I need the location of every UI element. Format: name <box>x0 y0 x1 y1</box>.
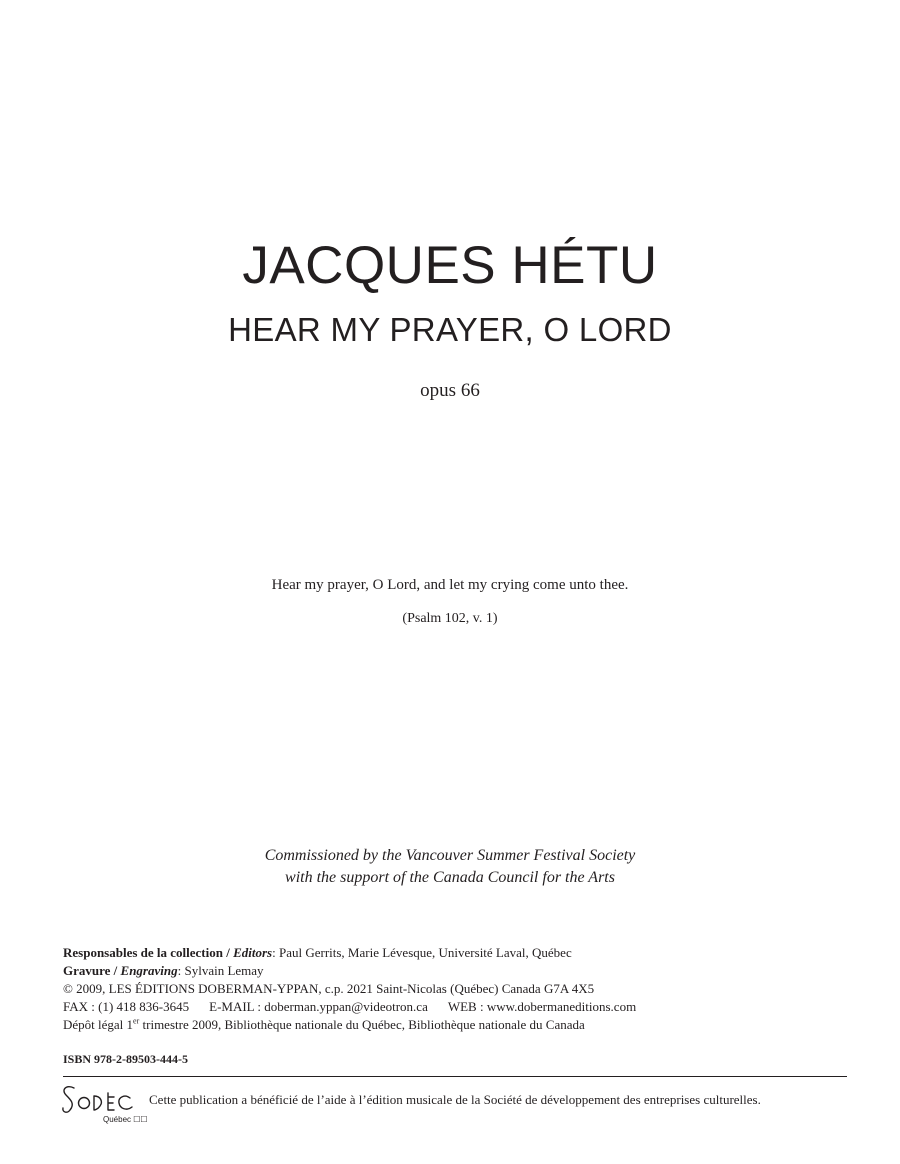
work-title: HEAR MY PRAYER, O LORD <box>228 311 672 348</box>
commission-note <box>0 845 900 889</box>
sodec-logo-caption: Québec ☐☐ <box>103 1115 148 1124</box>
fax-number: FAX : (1) 418 836-3645 <box>63 999 190 1014</box>
engraving-label-en: Engraving <box>120 963 178 978</box>
legal-deposit-line <box>63 1016 853 1034</box>
editors-line <box>63 944 853 962</box>
engraving-label-fr: Gravure / <box>63 963 118 978</box>
contact-line <box>63 998 853 1016</box>
epigraph-reference: (Psalm 102, v. 1) <box>402 611 498 626</box>
editors-label-fr: Responsables de la collection / <box>63 945 230 960</box>
depot-prefix: Dépôt légal 1 <box>63 1017 134 1032</box>
editors-value: : Paul Gerrits, Marie Lévesque, Université Laval, Québec <box>272 945 572 960</box>
sodec-funding-note: Cette publication a bénéficié de l’aide à l’édition musicale de la Société de développement des entreprises culturelles. <box>149 1092 761 1107</box>
depot-suffix: trimestre 2009, Bibliothèque nationale du Québec, Bibliothèque nationale du Canada <box>139 1017 585 1032</box>
composer-name: JACQUES HÉTU <box>242 236 658 295</box>
engraving-value: : Sylvain Lemay <box>177 963 264 978</box>
website: WEB : www.dobermaneditions.com <box>447 999 637 1014</box>
copyright-line: © 2009, LES ÉDITIONS DOBERMAN-YPPAN, c.p. 2021 Saint-Nicolas (Québec) Canada G7A 4X5 <box>63 981 595 996</box>
commission-line-2: with the support of the Canada Council for the Arts <box>285 869 615 886</box>
epigraph-text: Hear my prayer, O Lord, and let my crying come unto thee. <box>271 577 629 593</box>
email-address: E-MAIL : doberman.yppan@videotron.ca <box>209 999 428 1014</box>
publication-credits <box>63 944 853 1034</box>
footer-divider <box>63 1076 847 1077</box>
opus-number: opus 66 <box>420 380 480 401</box>
commission-line-1: Commissioned by the Vancouver Summer Festival Society <box>264 847 636 864</box>
depot-superscript: er <box>133 1016 140 1026</box>
editors-label-en: Editors <box>233 945 273 960</box>
engraving-line <box>63 962 853 980</box>
isbn: ISBN 978-2-89503-444-5 <box>63 1052 188 1066</box>
